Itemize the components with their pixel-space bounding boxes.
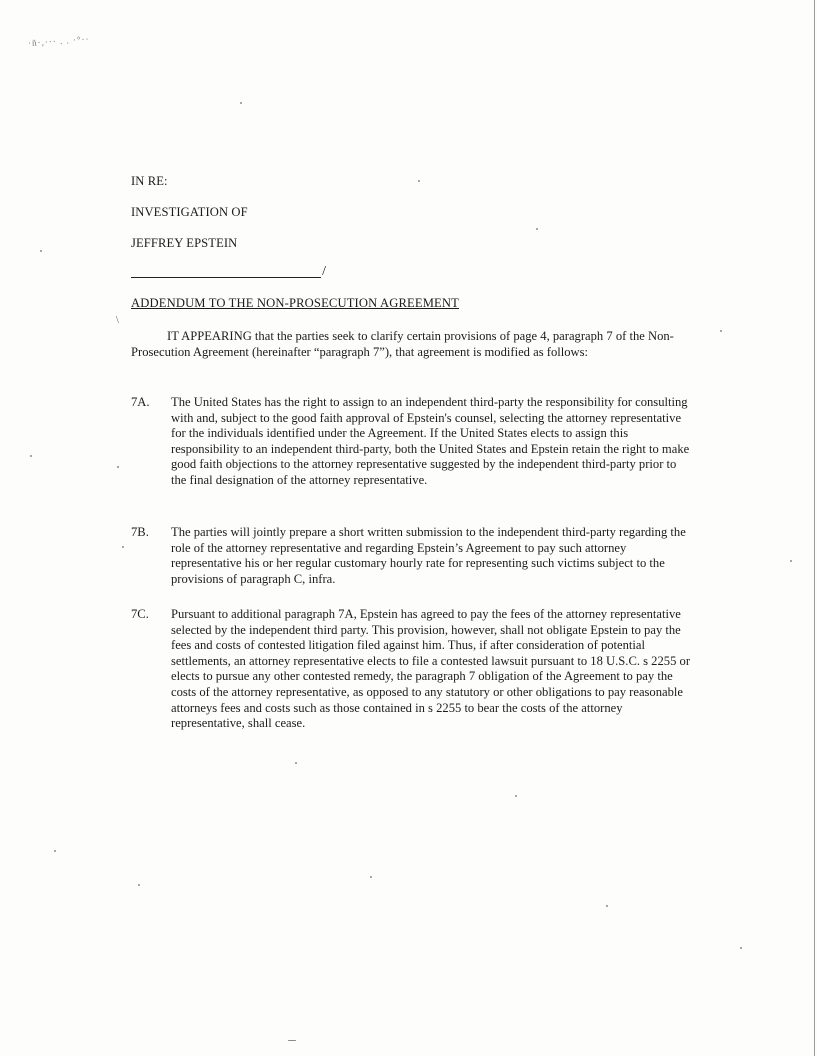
paragraph-number: 7B. xyxy=(131,525,149,539)
paragraph-text: The United States has the right to assign to an independent third-party the responsibility for consulting with and, subject to the good faith approval of Epstein's counsel, selecting the attorney representative for the individuals identified under the Agreement. If the United States elects to assign this responsibility to an independent third-party, both the United States and Epstein retain the right to make good faith objections to the attorney representative suggested by the independent third-party prior to the final designation of the attorney representative. xyxy=(171,395,690,487)
paragraph-text: The parties will jointly prepare a short written submission to the independent third-party regarding the role of the attorney representative and regarding Epstein’s Agreement to pay such attorney representative his or her regular customary hourly rate for representing such victims subject to the provisions of paragraph C, infra. xyxy=(171,525,686,586)
scan-speck xyxy=(30,455,32,457)
intro-paragraph: IT APPEARING that the parties seek to clarify certain provisions of page 4, paragraph 7 of the Non-Prosecution Agreement (hereinafter “paragraph 7”), that agreement is modified as follows: xyxy=(131,329,674,359)
scan-speck xyxy=(418,180,420,182)
scan-speck xyxy=(288,1040,296,1041)
paragraph-number: 7C. xyxy=(131,607,149,621)
paragraph-number: 7A. xyxy=(131,395,150,409)
scan-speck xyxy=(370,876,372,878)
scan-edge-line xyxy=(814,0,815,1056)
scan-smudge-mark: ·ñ·,··· . . ·°·· xyxy=(27,33,90,49)
document-title: ADDENDUM TO THE NON-PROSECUTION AGREEMENT xyxy=(131,296,459,310)
scan-speck xyxy=(720,330,722,332)
scan-speck xyxy=(40,250,42,252)
scan-speck xyxy=(138,884,140,886)
caption-investigation-of: INVESTIGATION OF xyxy=(131,205,248,219)
caption-in-re: IN RE: xyxy=(131,174,168,188)
caption-signature-rule xyxy=(131,262,326,280)
scan-speck xyxy=(122,546,124,548)
margin-tick-mark: \ xyxy=(116,315,119,326)
scan-speck xyxy=(790,560,792,562)
scan-speck xyxy=(117,466,119,468)
paragraph-text: Pursuant to additional paragraph 7A, Epstein has agreed to pay the fees of the attorney representative selected by the independent third party. This provision, however, shall not obligate Epstein to pay the fees and costs of contested litigation filed against him. Thus, if after consideration of potential settlements, an attorney representative elects to file a contested lawsuit pursuant to 18 U.S.C. s 2255 or elects to pursue any other contested remedy, the paragraph 7 obligation of the Agreement to pay the costs of the attorney representative, as opposed to any statutory or other obligations to pay reasonable attorneys fees and costs such as those contained in s 2255 to bear the costs of the attorney representative, shall cease. xyxy=(171,607,691,731)
scan-speck xyxy=(515,795,517,797)
scan-speck xyxy=(295,762,297,764)
scan-speck xyxy=(240,102,242,104)
scan-speck xyxy=(606,905,608,907)
caption-slash: / xyxy=(322,264,326,279)
caption-subject-name: JEFFREY EPSTEIN xyxy=(131,236,238,250)
scan-speck xyxy=(536,228,538,230)
scan-speck xyxy=(740,947,742,949)
scan-speck xyxy=(54,850,56,852)
caption-rule-line xyxy=(131,277,321,278)
